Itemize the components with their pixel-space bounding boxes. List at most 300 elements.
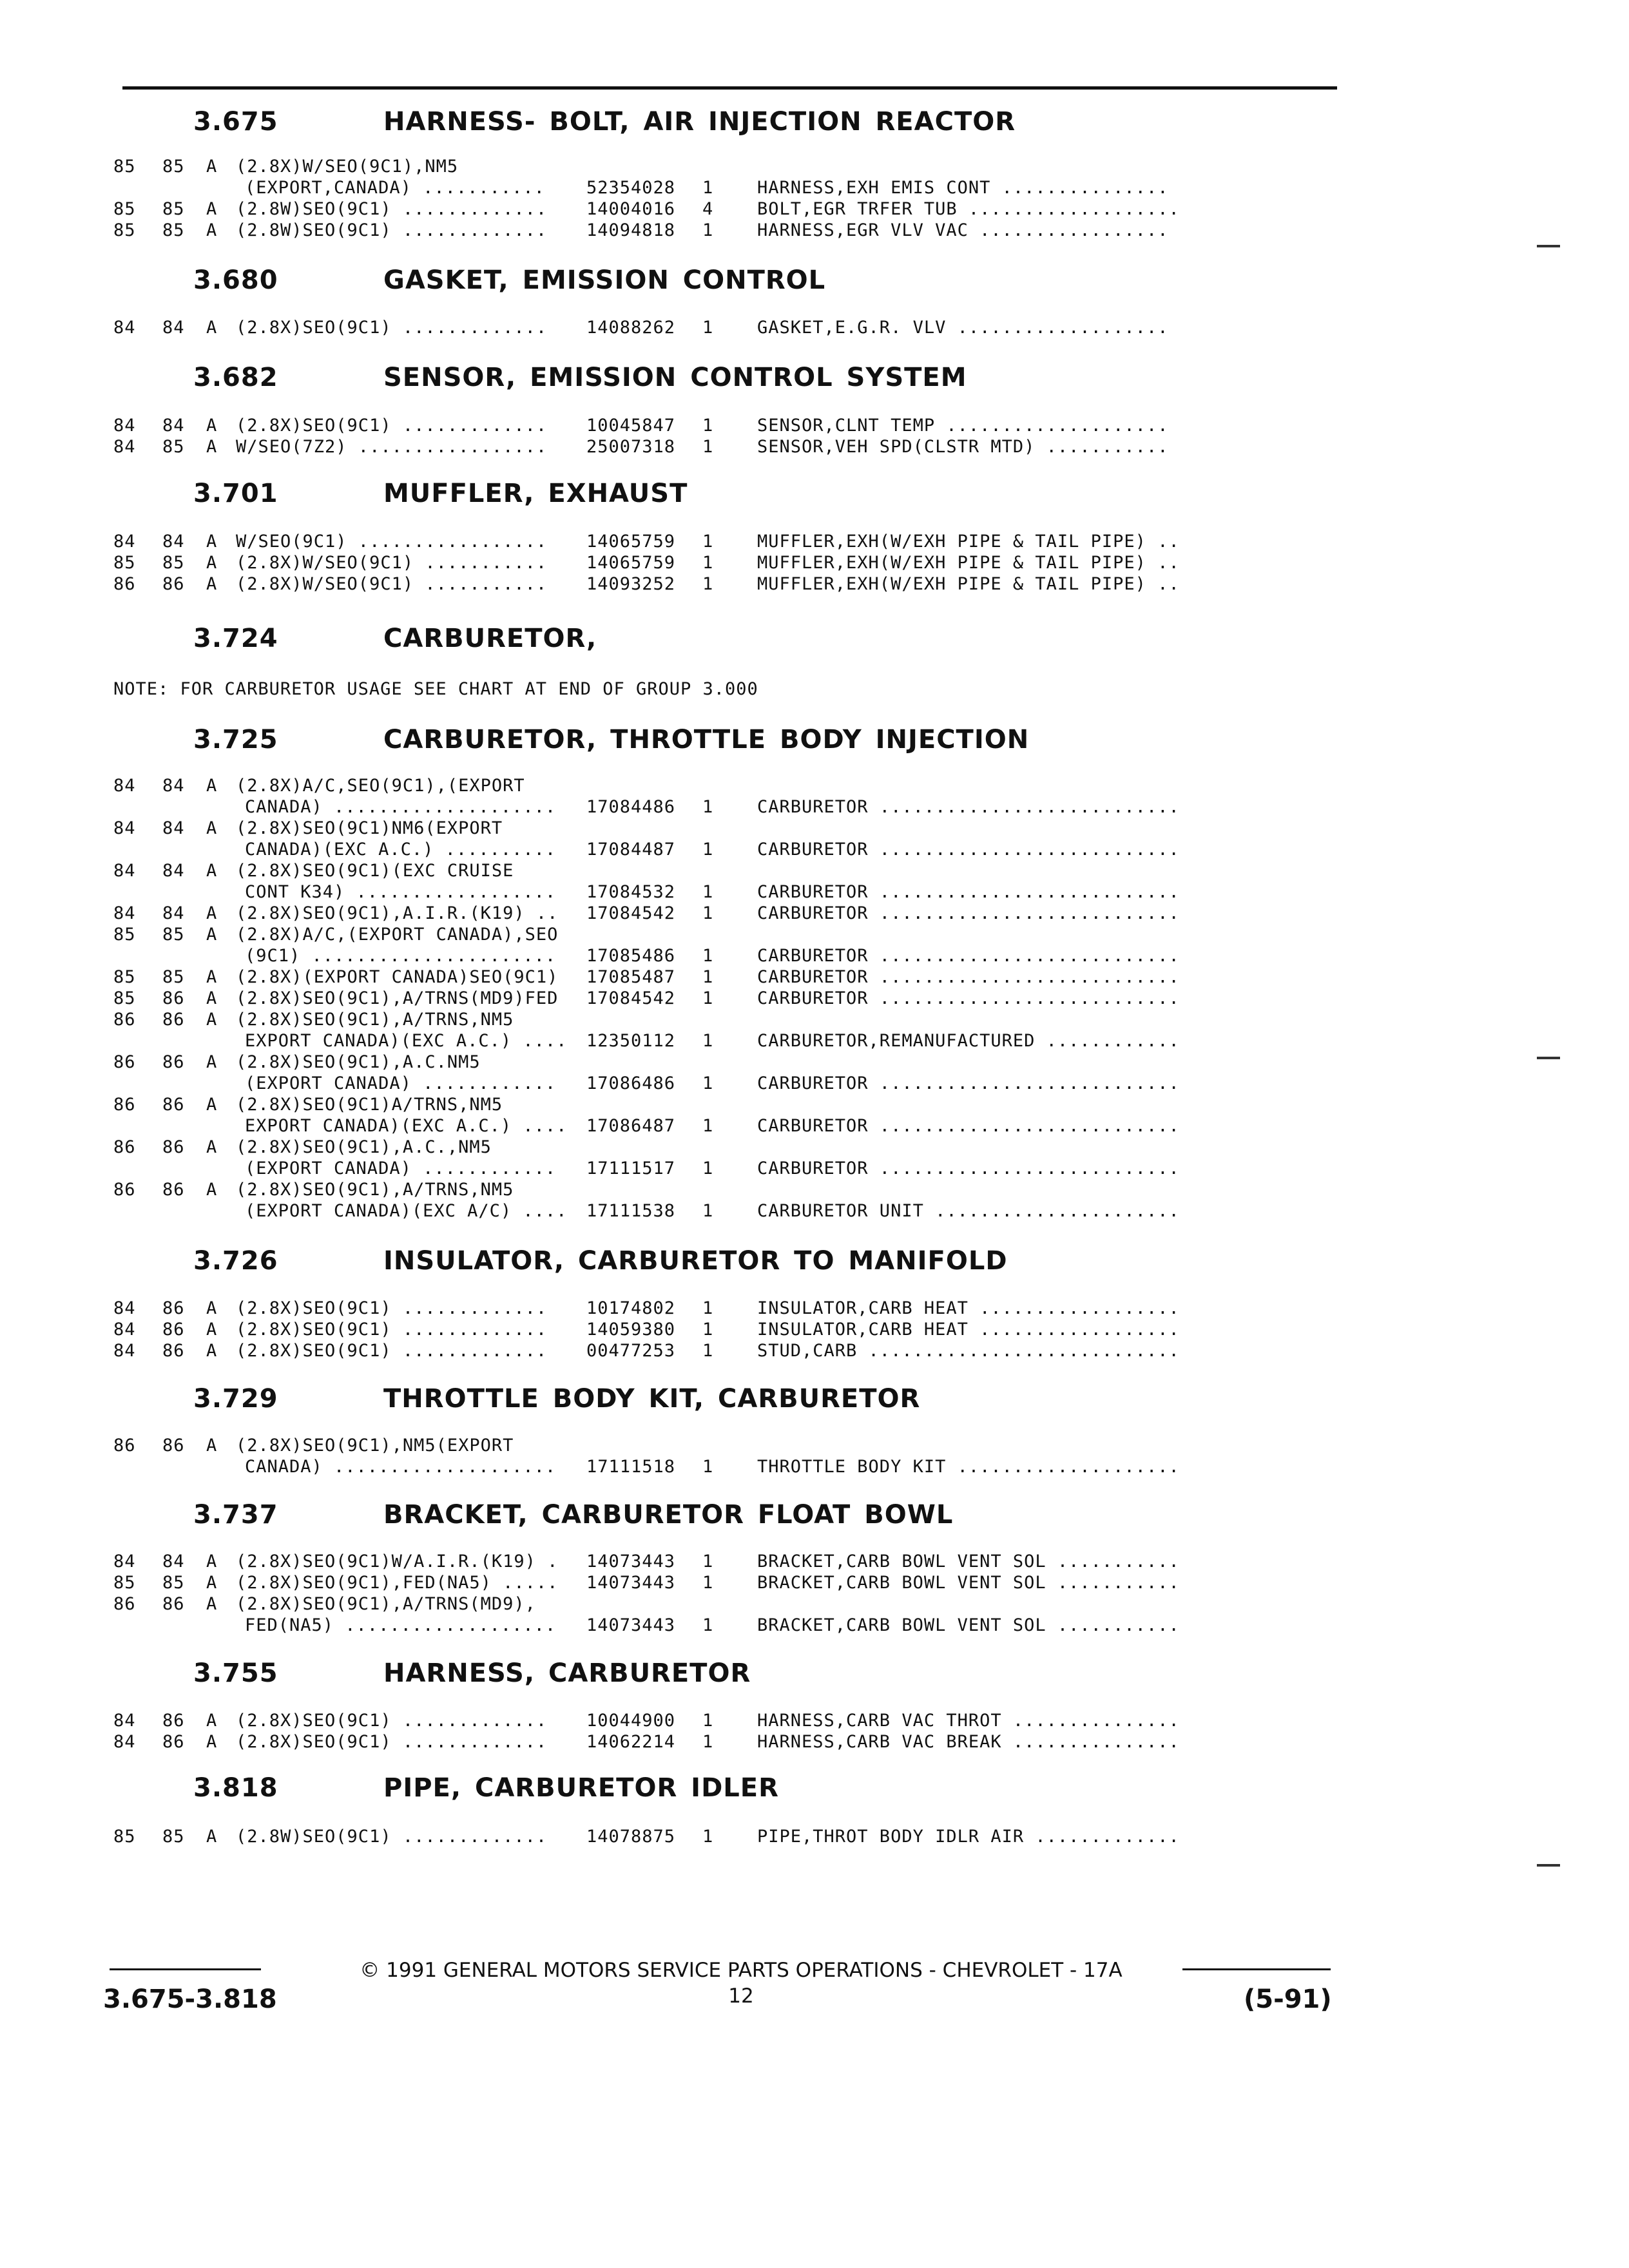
parts-row (0, 1436, 1629, 1457)
parts-row (0, 946, 1629, 967)
parts-row (0, 437, 1629, 458)
year-from: 85 (113, 925, 136, 945)
part-number: 17084542 (586, 988, 676, 1008)
part-name: THROTTLE BODY KIT .................... (757, 1457, 1180, 1477)
quantity: 1 (702, 1031, 714, 1051)
series-code: A (206, 1095, 218, 1115)
quantity: 1 (702, 1827, 714, 1847)
part-name: CARBURETOR UNIT ...................... (757, 1201, 1180, 1221)
year-from: 84 (113, 416, 136, 436)
section-number: 3.682 (193, 363, 278, 392)
part-number: 17084542 (586, 903, 676, 923)
part-number: 14073443 (586, 1615, 676, 1635)
part-name: CARBURETOR ........................... (757, 903, 1180, 923)
series-code: A (206, 574, 218, 594)
usage-description: (2.8X)SEO(9C1),A/TRNS(MD9), (236, 1594, 536, 1614)
usage-description: (2.8W)SEO(9C1) ............. (236, 1827, 548, 1847)
series-code: A (206, 1052, 218, 1072)
usage-description: CANADA) .................... (245, 1457, 557, 1477)
section-entries (0, 1298, 1629, 1362)
parts-row (0, 220, 1629, 242)
usage-description: (2.8X)W/SEO(9C1) ........... (236, 553, 548, 573)
parts-row (0, 1827, 1629, 1848)
usage-description: EXPORT CANADA)(EXC A.C.) .... (245, 1031, 567, 1051)
part-name: CARBURETOR ........................... (757, 1116, 1180, 1136)
section-title: GASKET, EMISSION CONTROL (383, 265, 826, 295)
section-entries (0, 776, 1629, 1222)
parts-row (0, 199, 1629, 220)
series-code: A (206, 1827, 218, 1847)
section-title: BRACKET, CARBURETOR FLOAT BOWL (383, 1500, 954, 1530)
part-number: 10044900 (586, 1711, 676, 1731)
section-entries (0, 532, 1629, 595)
parts-row (0, 797, 1629, 818)
section-entries (0, 1827, 1629, 1848)
parts-row (0, 1201, 1629, 1222)
part-name: HARNESS,CARB VAC BREAK ............... (757, 1732, 1180, 1752)
part-name: HARNESS,EXH EMIS CONT ............... (757, 178, 1169, 198)
usage-description: (2.8X)SEO(9C1) ............. (236, 318, 548, 338)
usage-description: (2.8X)SEO(9C1) ............. (236, 1732, 548, 1752)
year-to: 84 (162, 532, 185, 552)
footer-copyright: © 1991 GENERAL MOTORS SERVICE PARTS OPERATIONS - CHEVROLET - 17A (360, 1959, 1123, 1982)
part-name: SENSOR,VEH SPD(CLSTR MTD) ........... (757, 437, 1169, 457)
series-code: A (206, 1298, 218, 1318)
section-number: 3.726 (193, 1246, 278, 1276)
series-code: A (206, 903, 218, 923)
year-from: 84 (113, 1341, 136, 1361)
usage-description: (2.8X)SEO(9C1),A/TRNS(MD9)FED (236, 988, 558, 1008)
year-from: 86 (113, 1095, 136, 1115)
part-name: MUFFLER,EXH(W/EXH PIPE & TAIL PIPE) .. (757, 532, 1180, 552)
usage-description: W/SEO(9C1) ................. (236, 532, 548, 552)
parts-row (0, 1573, 1629, 1594)
year-from: 85 (113, 1573, 136, 1593)
year-to: 86 (162, 1732, 185, 1752)
year-to: 85 (162, 553, 185, 573)
part-number: 17111538 (586, 1201, 676, 1221)
usage-note: NOTE: FOR CARBURETOR USAGE SEE CHART AT END OF GROUP 3.000 (113, 679, 758, 699)
quantity: 4 (702, 199, 714, 219)
series-code: A (206, 532, 218, 552)
usage-description: (2.8X)SEO(9C1) ............. (236, 416, 548, 436)
usage-description: (2.8X)SEO(9C1)(EXC CRUISE (236, 861, 514, 881)
usage-description: (2.8X)SEO(9C1),A.I.R.(K19) .. (236, 903, 558, 923)
series-code: A (206, 1010, 218, 1030)
quantity: 1 (702, 1158, 714, 1178)
year-from: 85 (113, 1827, 136, 1847)
footer-range: 3.675-3.818 (103, 1984, 277, 2014)
year-to: 85 (162, 157, 185, 177)
section-title: HARNESS- BOLT, AIR INJECTION REACTOR (383, 107, 1016, 137)
usage-description: (2.8X)W/SEO(9C1),NM5 (236, 157, 459, 177)
quantity: 1 (702, 1298, 714, 1318)
quantity: 1 (702, 318, 714, 338)
series-code: A (206, 1341, 218, 1361)
part-number: 14059380 (586, 1320, 676, 1340)
parts-row (0, 553, 1629, 574)
section-entries (0, 157, 1629, 242)
page-number: 12 (728, 1984, 754, 2008)
quantity: 1 (702, 574, 714, 594)
section-title: CARBURETOR, THROTTLE BODY INJECTION (383, 725, 1030, 754)
year-to: 86 (162, 1341, 185, 1361)
usage-description: (2.8W)SEO(9C1) ............. (236, 199, 548, 219)
part-number: 17084532 (586, 882, 676, 902)
year-to: 86 (162, 1320, 185, 1340)
parts-row (0, 1180, 1629, 1201)
usage-description: (EXPORT CANADA) ............ (245, 1158, 557, 1178)
quantity: 1 (702, 1732, 714, 1752)
part-number: 10045847 (586, 416, 676, 436)
usage-description: (2.8X)SEO(9C1),A.C.NM5 (236, 1052, 481, 1072)
year-from: 86 (113, 574, 136, 594)
quantity: 1 (702, 532, 714, 552)
quantity: 1 (702, 1341, 714, 1361)
part-number: 17086487 (586, 1116, 676, 1136)
section-title: HARNESS, CARBURETOR (383, 1658, 751, 1688)
year-from: 86 (113, 1436, 136, 1456)
part-number: 12350112 (586, 1031, 676, 1051)
year-to: 85 (162, 925, 185, 945)
parts-row (0, 1010, 1629, 1031)
usage-description: FED(NA5) ................... (245, 1615, 557, 1635)
usage-description: (2.8X)W/SEO(9C1) ........... (236, 574, 548, 594)
part-number: 14088262 (586, 318, 676, 338)
series-code: A (206, 818, 218, 838)
year-from: 85 (113, 157, 136, 177)
series-code: A (206, 1573, 218, 1593)
year-to: 85 (162, 199, 185, 219)
section-title: CARBURETOR, (383, 624, 597, 653)
year-to: 85 (162, 1827, 185, 1847)
parts-row (0, 988, 1629, 1010)
part-number: 25007318 (586, 437, 676, 457)
year-to: 85 (162, 220, 185, 240)
part-name: CARBURETOR ........................... (757, 1073, 1180, 1093)
parts-row (0, 1320, 1629, 1341)
part-number: 00477253 (586, 1341, 676, 1361)
section-number: 3.680 (193, 265, 278, 295)
year-to: 85 (162, 437, 185, 457)
part-name: CARBURETOR ........................... (757, 967, 1180, 987)
usage-description: (9C1) ...................... (245, 946, 557, 966)
parts-row (0, 903, 1629, 925)
year-to: 84 (162, 818, 185, 838)
series-code: A (206, 1711, 218, 1731)
usage-description: (2.8X)SEO(9C1)W/A.I.R.(K19) . (236, 1552, 558, 1571)
series-code: A (206, 1436, 218, 1456)
year-from: 84 (113, 532, 136, 552)
year-to: 84 (162, 318, 185, 338)
parts-row (0, 967, 1629, 988)
year-to: 85 (162, 1573, 185, 1593)
quantity: 1 (702, 416, 714, 436)
section-entries (0, 416, 1629, 458)
section-number: 3.724 (193, 624, 278, 653)
part-number: 14065759 (586, 532, 676, 552)
section-number: 3.675 (193, 107, 278, 137)
year-from: 84 (113, 1320, 136, 1340)
part-number: 14062214 (586, 1732, 676, 1752)
part-name: STUD,CARB ............................ (757, 1341, 1180, 1361)
section-title: THROTTLE BODY KIT, CARBURETOR (383, 1384, 921, 1414)
margin-tick (1537, 1864, 1560, 1867)
quantity: 1 (702, 178, 714, 198)
year-from: 84 (113, 818, 136, 838)
usage-description: W/SEO(7Z2) ................. (236, 437, 548, 457)
usage-description: (2.8X)SEO(9C1),NM5(EXPORT (236, 1436, 514, 1456)
year-from: 84 (113, 1711, 136, 1731)
parts-row (0, 840, 1629, 861)
part-number: 17086486 (586, 1073, 676, 1093)
quantity: 1 (702, 437, 714, 457)
section-number: 3.755 (193, 1658, 278, 1688)
part-name: INSULATOR,CARB HEAT .................. (757, 1320, 1180, 1340)
year-to: 86 (162, 1052, 185, 1072)
parts-row (0, 1298, 1629, 1320)
quantity: 1 (702, 1552, 714, 1571)
part-name: BOLT,EGR TRFER TUB ................... (757, 199, 1180, 219)
year-to: 86 (162, 1180, 185, 1200)
quantity: 1 (702, 797, 714, 817)
parts-row (0, 1095, 1629, 1116)
usage-description: (EXPORT CANADA) ............ (245, 1073, 557, 1093)
parts-row (0, 1552, 1629, 1573)
year-from: 84 (113, 861, 136, 881)
usage-description: (2.8X)SEO(9C1),A.C.,NM5 (236, 1137, 492, 1157)
year-from: 84 (113, 437, 136, 457)
year-to: 84 (162, 903, 185, 923)
part-name: CARBURETOR ........................... (757, 882, 1180, 902)
year-from: 84 (113, 318, 136, 338)
series-code: A (206, 967, 218, 987)
usage-description: (2.8X)SEO(9C1) ............. (236, 1298, 548, 1318)
usage-description: (2.8X)SEO(9C1) ............. (236, 1711, 548, 1731)
quantity: 1 (702, 553, 714, 573)
usage-description: (2.8X)SEO(9C1)A/TRNS,NM5 (236, 1095, 503, 1115)
parts-row (0, 178, 1629, 199)
section-title: SENSOR, EMISSION CONTROL SYSTEM (383, 363, 967, 392)
section-number: 3.818 (193, 1773, 278, 1803)
year-from: 85 (113, 220, 136, 240)
parts-row (0, 157, 1629, 178)
quantity: 1 (702, 840, 714, 860)
series-code: A (206, 776, 218, 796)
usage-description: (EXPORT CANADA)(EXC A/C) .... (245, 1201, 567, 1221)
series-code: A (206, 199, 218, 219)
parts-row (0, 1031, 1629, 1052)
year-to: 86 (162, 1298, 185, 1318)
usage-description: (2.8X)SEO(9C1),A/TRNS,NM5 (236, 1010, 514, 1030)
year-from: 84 (113, 1552, 136, 1571)
part-number: 17084486 (586, 797, 676, 817)
quantity: 1 (702, 903, 714, 923)
series-code: A (206, 1137, 218, 1157)
part-number: 14093252 (586, 574, 676, 594)
usage-description: (2.8X)SEO(9C1) ............. (236, 1320, 548, 1340)
usage-description: (2.8W)SEO(9C1) ............. (236, 220, 548, 240)
usage-description: (2.8X)SEO(9C1),FED(NA5) ..... (236, 1573, 558, 1593)
section-title: MUFFLER, EXHAUST (383, 479, 688, 508)
series-code: A (206, 861, 218, 881)
usage-description: (2.8X)SEO(9C1)NM6(EXPORT (236, 818, 503, 838)
quantity: 1 (702, 988, 714, 1008)
part-number: 14078875 (586, 1827, 676, 1847)
series-code: A (206, 1732, 218, 1752)
year-from: 85 (113, 988, 136, 1008)
footer-rule-left (110, 1968, 261, 1970)
series-code: A (206, 1320, 218, 1340)
part-name: BRACKET,CARB BOWL VENT SOL ........... (757, 1552, 1180, 1571)
parts-row (0, 1137, 1629, 1158)
parts-row (0, 532, 1629, 553)
quantity: 1 (702, 1573, 714, 1593)
usage-description: (EXPORT,CANADA) ........... (245, 178, 545, 198)
usage-description: (2.8X)SEO(9C1) ............. (236, 1341, 548, 1361)
parts-row (0, 1073, 1629, 1095)
section-number: 3.701 (193, 479, 278, 508)
year-from: 86 (113, 1180, 136, 1200)
series-code: A (206, 437, 218, 457)
series-code: A (206, 1552, 218, 1571)
section-title: PIPE, CARBURETOR IDLER (383, 1773, 779, 1803)
parts-row (0, 1594, 1629, 1615)
part-name: HARNESS,EGR VLV VAC ................. (757, 220, 1169, 240)
parts-row (0, 1116, 1629, 1137)
series-code: A (206, 553, 218, 573)
parts-row (0, 574, 1629, 595)
quantity: 1 (702, 946, 714, 966)
parts-row (0, 861, 1629, 882)
year-from: 85 (113, 553, 136, 573)
year-to: 86 (162, 1436, 185, 1456)
series-code: A (206, 988, 218, 1008)
year-to: 86 (162, 1137, 185, 1157)
parts-row (0, 318, 1629, 339)
part-number: 17111517 (586, 1158, 676, 1178)
year-from: 84 (113, 903, 136, 923)
part-name: BRACKET,CARB BOWL VENT SOL ........... (757, 1573, 1180, 1593)
usage-description: CONT K34) .................. (245, 882, 557, 902)
parts-row (0, 416, 1629, 437)
quantity: 1 (702, 1201, 714, 1221)
year-to: 86 (162, 1010, 185, 1030)
year-from: 86 (113, 1052, 136, 1072)
part-number: 14004016 (586, 199, 676, 219)
parts-row (0, 882, 1629, 903)
quantity: 1 (702, 220, 714, 240)
usage-description: EXPORT CANADA)(EXC A.C.) .... (245, 1116, 567, 1136)
part-name: INSULATOR,CARB HEAT .................. (757, 1298, 1180, 1318)
year-from: 84 (113, 1732, 136, 1752)
year-from: 84 (113, 776, 136, 796)
parts-row (0, 1615, 1629, 1637)
footer-date: (5-91) (1244, 1984, 1332, 2014)
part-name: CARBURETOR ........................... (757, 946, 1180, 966)
part-name: BRACKET,CARB BOWL VENT SOL ........... (757, 1615, 1180, 1635)
part-name: GASKET,E.G.R. VLV ................... (757, 318, 1169, 338)
usage-description: (2.8X)(EXPORT CANADA)SEO(9C1) (236, 967, 558, 987)
usage-description: (2.8X)SEO(9C1),A/TRNS,NM5 (236, 1180, 514, 1200)
section-number: 3.729 (193, 1384, 278, 1414)
part-name: CARBURETOR ........................... (757, 1158, 1180, 1178)
series-code: A (206, 157, 218, 177)
series-code: A (206, 1180, 218, 1200)
quantity: 1 (702, 1320, 714, 1340)
year-from: 84 (113, 1298, 136, 1318)
year-from: 86 (113, 1137, 136, 1157)
year-to: 84 (162, 861, 185, 881)
parts-row (0, 776, 1629, 797)
part-number: 14073443 (586, 1552, 676, 1571)
margin-tick (1537, 245, 1560, 247)
part-name: HARNESS,CARB VAC THROT ............... (757, 1711, 1180, 1731)
year-to: 85 (162, 967, 185, 987)
section-entries (0, 1711, 1629, 1753)
usage-description: CANADA)(EXC A.C.) .......... (245, 840, 557, 860)
series-code: A (206, 925, 218, 945)
part-name: MUFFLER,EXH(W/EXH PIPE & TAIL PIPE) .. (757, 574, 1180, 594)
part-number: 52354028 (586, 178, 676, 198)
year-from: 85 (113, 199, 136, 219)
quantity: 1 (702, 1711, 714, 1731)
parts-row (0, 818, 1629, 840)
quantity: 1 (702, 967, 714, 987)
part-name: PIPE,THROT BODY IDLR AIR ............. (757, 1827, 1180, 1847)
part-number: 14073443 (586, 1573, 676, 1593)
parts-row (0, 1711, 1629, 1732)
part-number: 14094818 (586, 220, 676, 240)
parts-row (0, 1341, 1629, 1362)
quantity: 1 (702, 1073, 714, 1093)
parts-row (0, 925, 1629, 946)
part-name: CARBURETOR,REMANUFACTURED ............ (757, 1031, 1180, 1051)
year-to: 86 (162, 1594, 185, 1614)
part-number: 17111518 (586, 1457, 676, 1477)
parts-row (0, 1732, 1629, 1753)
series-code: A (206, 416, 218, 436)
year-to: 86 (162, 1711, 185, 1731)
quantity: 1 (702, 1116, 714, 1136)
part-number: 17085487 (586, 967, 676, 987)
part-name: SENSOR,CLNT TEMP .................... (757, 416, 1169, 436)
parts-row (0, 1052, 1629, 1073)
quantity: 1 (702, 882, 714, 902)
year-from: 86 (113, 1594, 136, 1614)
usage-description: CANADA) .................... (245, 797, 557, 817)
part-number: 17085486 (586, 946, 676, 966)
section-entries (0, 1552, 1629, 1637)
part-name: CARBURETOR ........................... (757, 840, 1180, 860)
series-code: A (206, 1594, 218, 1614)
section-number: 3.725 (193, 725, 278, 754)
year-from: 86 (113, 1010, 136, 1030)
year-from: 85 (113, 967, 136, 987)
part-number: 10174802 (586, 1298, 676, 1318)
part-name: CARBURETOR ........................... (757, 797, 1180, 817)
year-to: 86 (162, 1095, 185, 1115)
year-to: 84 (162, 1552, 185, 1571)
part-name: MUFFLER,EXH(W/EXH PIPE & TAIL PIPE) .. (757, 553, 1180, 573)
section-entries (0, 318, 1629, 339)
year-to: 84 (162, 416, 185, 436)
part-number: 17084487 (586, 840, 676, 860)
series-code: A (206, 220, 218, 240)
usage-description: (2.8X)A/C,(EXPORT CANADA),SEO (236, 925, 558, 945)
part-number: 14065759 (586, 553, 676, 573)
year-to: 86 (162, 574, 185, 594)
